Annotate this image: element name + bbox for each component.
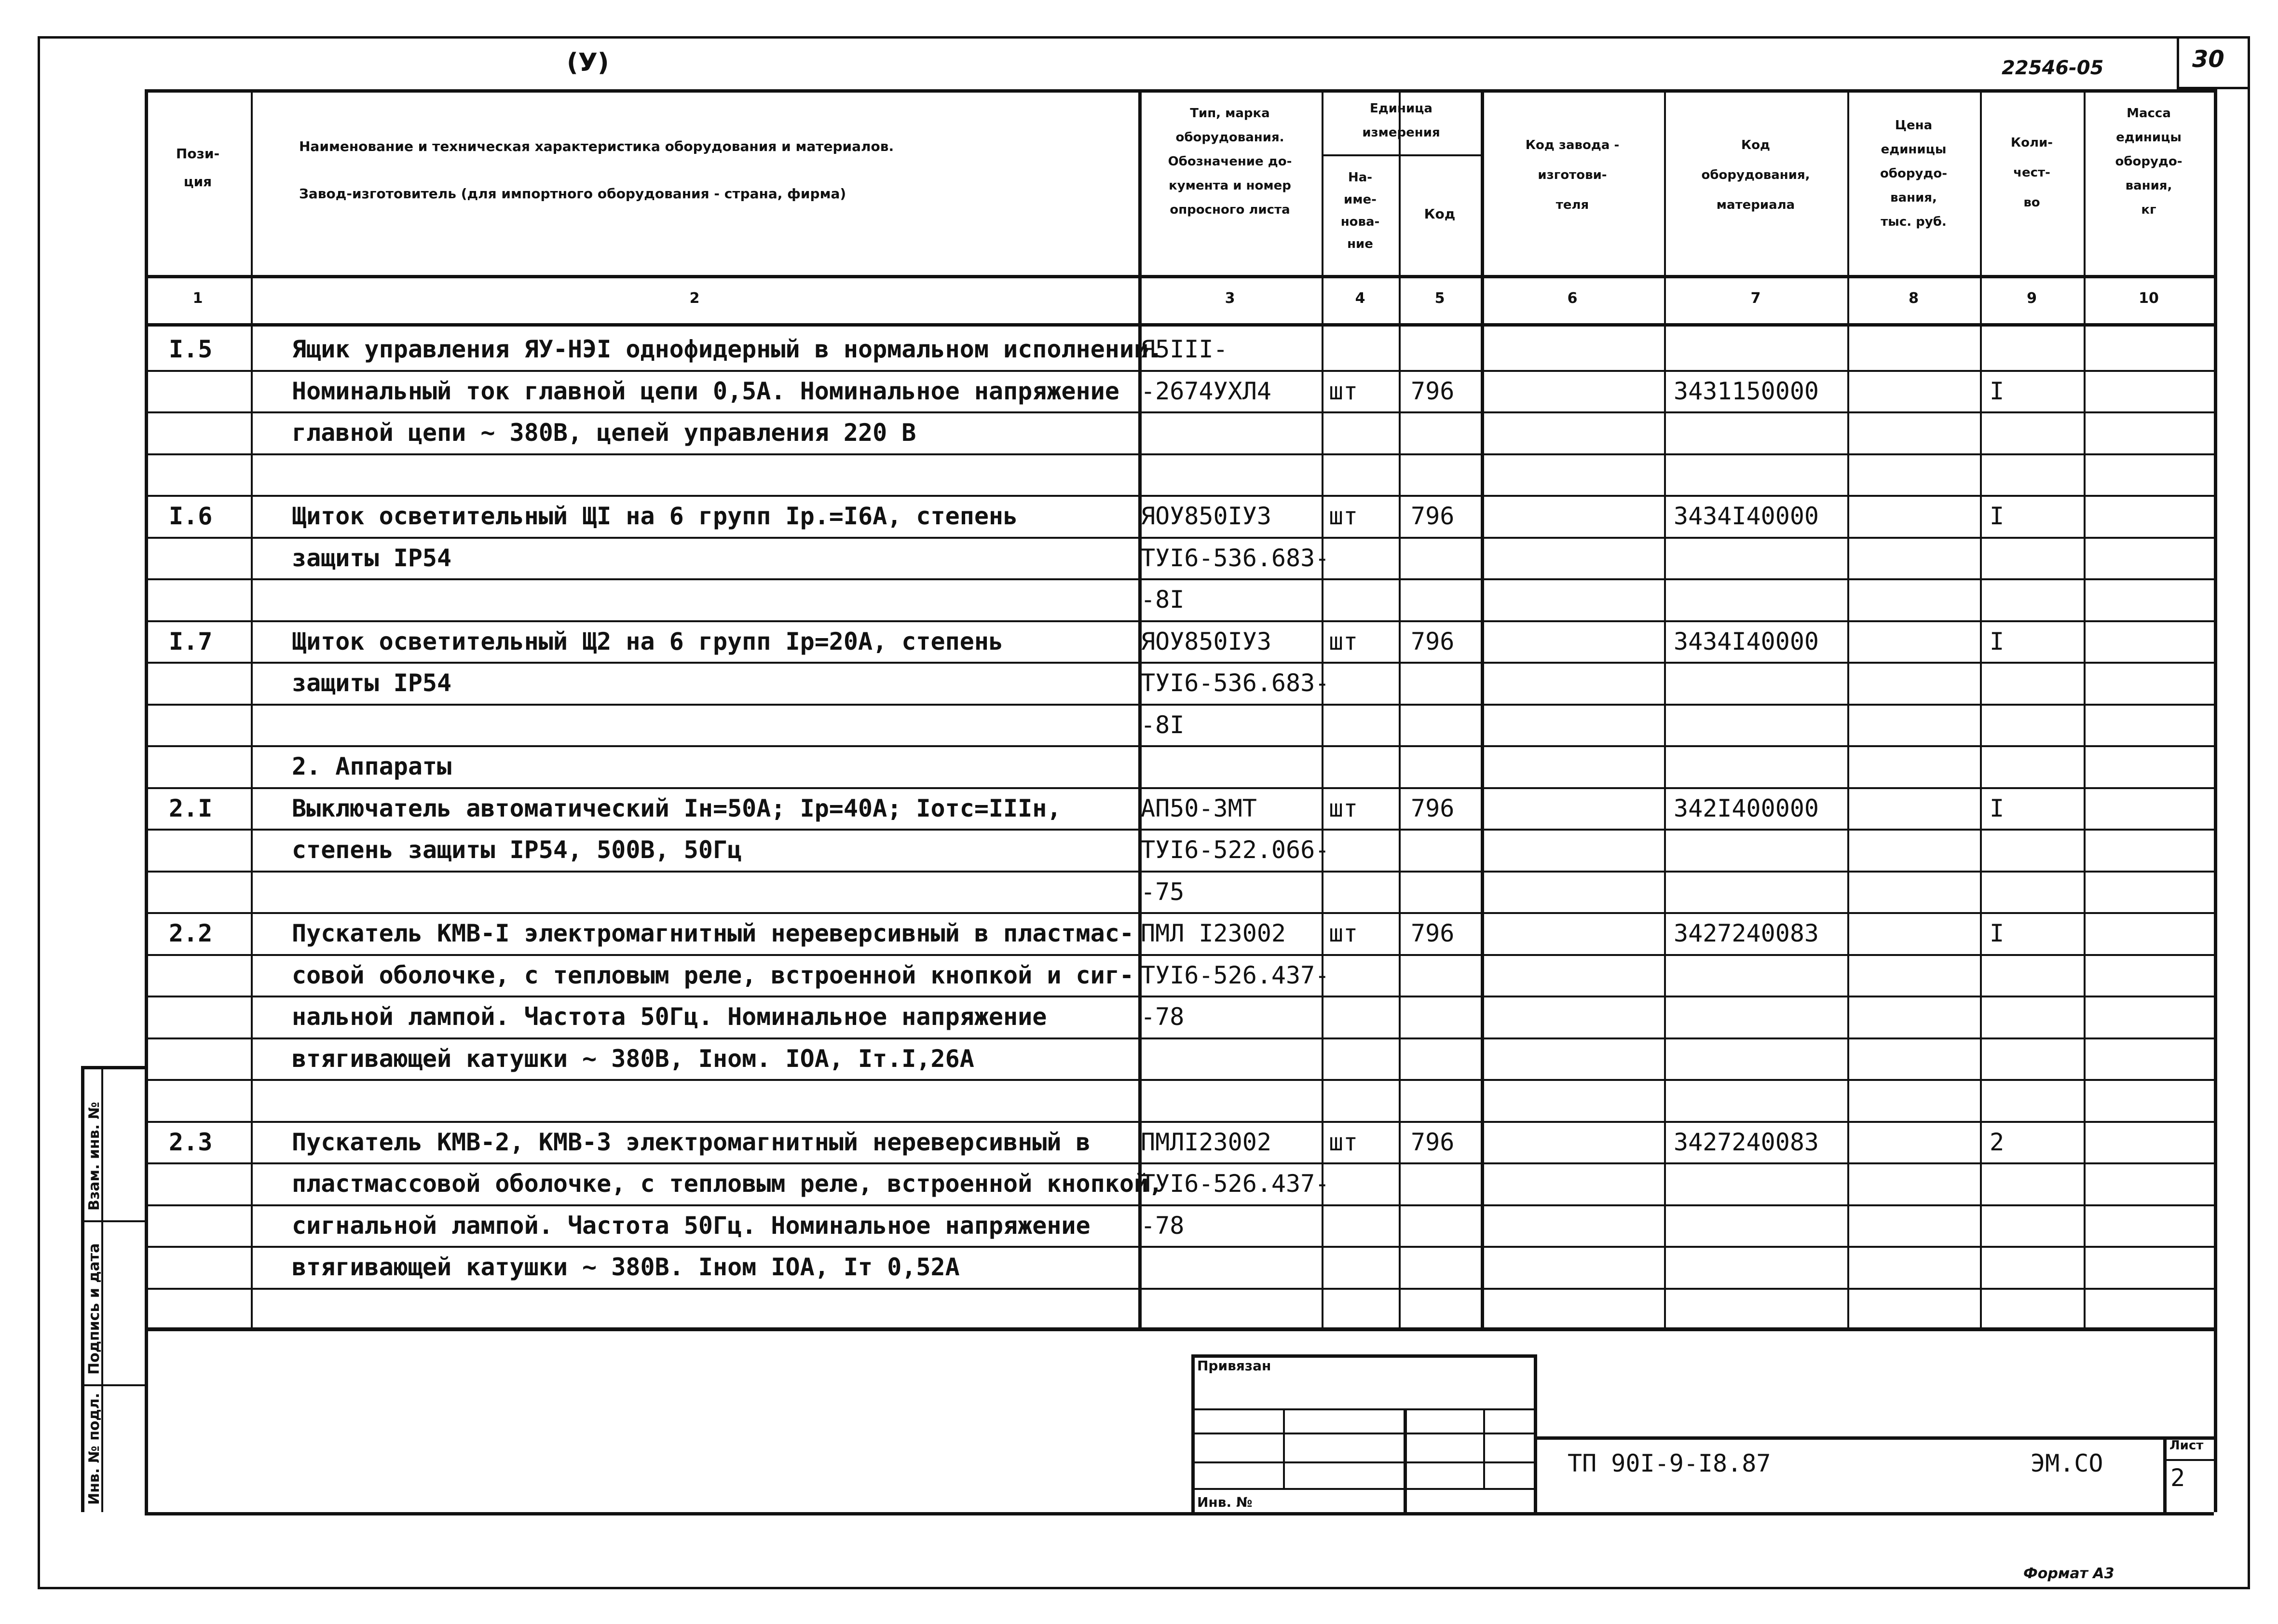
equipment-code: 3434I40000 [1674, 627, 1819, 655]
item-type: ЯОУ850IУЗ [1141, 502, 1271, 530]
table-top-rule [145, 89, 2214, 93]
item-type: АП50-3МТ [1141, 794, 1257, 822]
quantity: 2 [1990, 1128, 2005, 1156]
column-number: 4 [1355, 290, 1365, 307]
item-description: Номинальный ток главной цепи 0,5А. Номинальное напряжение [292, 377, 1119, 405]
item-type: -78 [1141, 1003, 1185, 1031]
column-rule [251, 89, 253, 1327]
item-description: втягивающей катушки ~ 380В, Iном. IОА, Iт.I,26А [292, 1044, 974, 1073]
item-type: ТУI6-526.437- [1141, 1170, 1330, 1198]
item-type: ТУI6-536.683- [1141, 669, 1330, 697]
column-number: 2 [689, 290, 700, 307]
sheet-cell-rule [2163, 1459, 2214, 1461]
item-description: Ящик управления ЯУ-НЭI однофидерный в нормальном исполнении. [292, 335, 1163, 363]
header-equipment-code: Код оборудования, материала [1701, 138, 1810, 212]
position-number: I.5 [169, 335, 213, 363]
page-number: 30 [2192, 46, 2224, 73]
item-description: защиты IP54 [292, 544, 452, 572]
bottom-frame-rule [145, 1512, 2214, 1515]
unit-code: 796 [1411, 377, 1455, 405]
position-number: I.7 [169, 627, 213, 655]
equipment-code: 3434I40000 [1674, 502, 1819, 530]
sheet-label: Лист [2169, 1438, 2204, 1453]
item-description: сигнальной лампой. Частота 50Гц. Номинальное напряжение [292, 1211, 1091, 1240]
item-type: -2674УХЛ4 [1141, 377, 1271, 405]
header-name: Наименование и техническая характеристика оборудования и материалов. Завод-изготовитель (для импортного оборудования - страна, фирма) [299, 138, 894, 202]
unit-name: шт [1329, 377, 1358, 405]
column-number: 5 [1434, 290, 1445, 307]
column-rule [1664, 89, 1666, 1327]
column-number: 9 [2027, 290, 2037, 307]
position-number: I.6 [169, 502, 213, 530]
column-number: 8 [1909, 290, 1919, 307]
right-frame-rule [2214, 1327, 2217, 1512]
column-number: 6 [1567, 290, 1578, 307]
column-rule [2084, 89, 2086, 1327]
header-unit-group: Единица измерения [1362, 101, 1440, 140]
privyazan-rule [1191, 1408, 1534, 1410]
top-label: (У) [567, 48, 609, 77]
item-type: -75 [1141, 877, 1185, 906]
header-quantity: Коли- чест- во [2010, 136, 2053, 210]
item-type: ПМЛI23002 [1141, 1128, 1271, 1156]
equipment-code: 3427240083 [1674, 1128, 1819, 1156]
stamp-rule [81, 1220, 145, 1222]
privyazan-col-rule [1483, 1408, 1485, 1488]
side-stamp-vzam: Взам. инв. № [86, 1102, 103, 1211]
unit-code: 796 [1411, 627, 1455, 655]
item-type: -8I [1141, 586, 1185, 614]
quantity: I [1990, 377, 2005, 405]
quantity: I [1990, 794, 2005, 822]
item-description: степень защиты IP54, 500В, 50Гц [292, 836, 742, 864]
stamp-left-rule [81, 1066, 84, 1512]
sheet-number: 2 [2170, 1464, 2185, 1492]
item-description: главной цепи ~ 380В, цепей управления 220 В [292, 419, 916, 447]
item-description: пластмассовой оболочке, с тепловым реле, встроенной кнопкой, [292, 1170, 1163, 1198]
quantity: I [1990, 627, 2005, 655]
item-description: 2. Аппараты [292, 752, 452, 780]
unit-code: 796 [1411, 794, 1455, 822]
privyazan-top-rule [1191, 1354, 1534, 1358]
left-frame-rule [145, 1327, 148, 1512]
sheet-cell-rule [2163, 1436, 2167, 1512]
item-description: Щиток осветительный Щ2 на 6 групп Iр=20А, степень [292, 627, 1004, 655]
privyazan-rule [1191, 1488, 1534, 1490]
item-description: Выключатель автоматический Iн=50А; Iр=40А; Iотс=IIIн, [292, 794, 1062, 822]
column-rule [1481, 89, 1484, 1327]
inv-number-label: Инв. № [1197, 1494, 1253, 1510]
privyazan-rule [1191, 1433, 1534, 1434]
header-price: Цена единицы оборудо- вания, тыс. руб. [1880, 118, 1948, 229]
equipment-code: 3431150000 [1674, 377, 1819, 405]
item-description: Пускатель КМВ-2, КМВ-3 электромагнитный нереверсивный в [292, 1128, 1091, 1156]
unit-name: шт [1329, 502, 1358, 530]
unit-code: 796 [1411, 502, 1455, 530]
item-description: нальной лампой. Частота 50Гц. Номинальное напряжение [292, 1003, 1047, 1031]
column-rule [1322, 89, 1323, 1327]
column-number: 7 [1750, 290, 1761, 307]
side-stamp-inv-podl: Инв. № подл. [86, 1392, 103, 1505]
privyazan-col-rule [1283, 1408, 1285, 1488]
item-description: совой оболочке, с тепловым реле, встроенной кнопкой и сиг- [292, 961, 1134, 989]
equipment-code: 342I400000 [1674, 794, 1819, 822]
unit-name: шт [1329, 1128, 1358, 1156]
privyazan-col-rule [1404, 1408, 1407, 1512]
unit-name: шт [1329, 627, 1358, 655]
item-type: Я5III- [1141, 335, 1228, 363]
unit-code: 796 [1411, 1128, 1455, 1156]
document-number: 22546-05 [2002, 57, 2104, 79]
column-number: 1 [192, 290, 203, 307]
stamp-middle-rule [101, 1066, 103, 1512]
column-rule [1399, 89, 1401, 1327]
column-rule [1980, 89, 1982, 1327]
item-type: ПМЛ I23002 [1141, 919, 1286, 947]
quantity: I [1990, 502, 2005, 530]
number-row-bottom-rule [145, 323, 2214, 327]
header-bottom-rule [145, 275, 2214, 278]
position-number: 2.I [169, 794, 213, 822]
item-type: -78 [1141, 1211, 1185, 1240]
header-unit-code: Код [1424, 206, 1456, 222]
unit-name: шт [1329, 919, 1358, 947]
privyazan-label: Привязан [1197, 1358, 1271, 1374]
column-number: 10 [2139, 290, 2159, 307]
unit-code: 796 [1411, 919, 1455, 947]
item-type: ТУI6-536.683- [1141, 544, 1330, 572]
project-code: ТП 90I-9-I8.87 [1568, 1449, 1771, 1477]
code-block-top-rule [1534, 1436, 2214, 1440]
header-factory-code: Код завода - изготови- теля [1525, 138, 1620, 212]
row-rule [145, 1329, 2214, 1331]
column-rule [145, 89, 148, 1327]
position-number: 2.2 [169, 919, 213, 947]
header-position: Пози- ция [176, 146, 220, 190]
header-type: Тип, марка оборудования. Обозначение до- кумента и номер опросного листа [1168, 106, 1292, 217]
item-type: ЯОУ850IУЗ [1141, 627, 1271, 655]
header-unit-name: На- име- нова- ние [1340, 170, 1380, 251]
drawing-mark: ЭМ.СО [2031, 1449, 2103, 1477]
format-label: Формат А3 [2023, 1565, 2114, 1582]
position-number: 2.3 [169, 1128, 213, 1156]
item-description: Пускатель КМВ-I электромагнитный нереверсивный в пластмас- [292, 919, 1134, 947]
privyazan-right-rule [1534, 1354, 1537, 1512]
column-number: 3 [1225, 290, 1235, 307]
item-description: защиты IP54 [292, 669, 452, 697]
item-type: ТУI6-526.437- [1141, 961, 1330, 989]
stamp-top-rule [81, 1066, 145, 1069]
privyazan-rule [1191, 1461, 1534, 1463]
header-mass: Масса единицы оборудо- вания, кг [2115, 106, 2183, 217]
item-type: -8I [1141, 710, 1185, 739]
item-description: втягивающей катушки ~ 380В. Iном IОА, Iт 0,52А [292, 1253, 960, 1281]
item-description: Щиток осветительный ЩI на 6 групп Iр.=I6А, степень [292, 502, 1018, 530]
column-rule [1847, 89, 1849, 1327]
side-stamp-podpis: Подпись и дата [86, 1243, 103, 1375]
item-type: ТУI6-522.066- [1141, 836, 1330, 864]
equipment-code: 3427240083 [1674, 919, 1819, 947]
unit-name: шт [1329, 794, 1358, 822]
unit-group-rule [1322, 154, 1481, 156]
stamp-rule [81, 1384, 145, 1386]
quantity: I [1990, 919, 2005, 947]
column-rule [2214, 89, 2217, 1327]
